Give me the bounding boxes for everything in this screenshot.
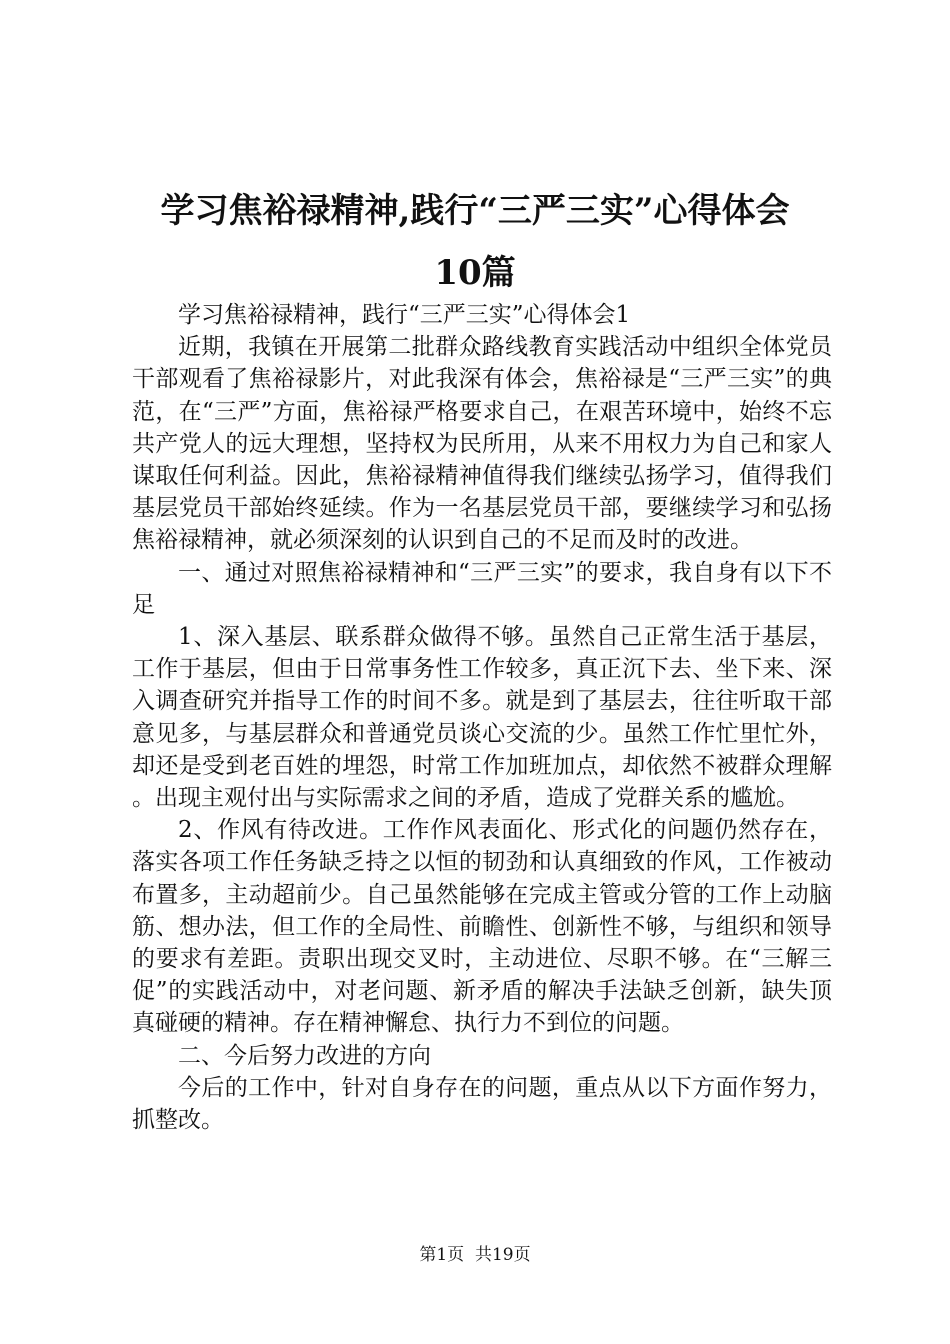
body-paragraph: 近期，我镇在开展第二批群众路线教育实践活动中组织全体党员干部观看了焦裕禄影片，对此我深有体会，焦裕禄是“三严三实”的典范，在“三严”方面，焦裕禄严格要求自己，在艰苦环境中，始终不忘共产党人的远大理想，坚持权为民所用，从来不用权力为自己和家人谋取任何利益。因此，焦裕禄精神值得我们继续弘扬学习，值得我们基层党员干部始终延续。作为一名基层党员干部，要继续学习和弘扬焦裕禄精神，就必须深刻的认识到自己的不足而及时的改进。 <box>132 334 832 554</box>
page-number: 第1页 共19页 <box>419 1245 531 1265</box>
body-paragraph: 2、作风有待改进。工作作风表面化、形式化的问题仍然存在，落实各项工作任务缺乏持之以恒的韧劲和认真细致的作风，工作被动布置多，主动超前少。自己虽然能够在完成主管或分管的工作上动脑筋、想办法，但工作的全局性、前瞻性、创新性不够，与组织和领导的要求有差距。责职出现交叉时，主动进位、尽职不够。在“三解三促”的实践活动中，对老问题、新矛盾的解决手法缺乏创新，缺失顶真碰硬的精神。存在精神懈怠、执行力不到位的问题。 <box>132 817 832 1037</box>
document-title-continued: 10篇 <box>434 253 516 293</box>
body-paragraph: 今后的工作中，针对自身存在的问题，重点从以下方面作努力，抓整改。 <box>132 1074 832 1134</box>
section-heading: 二、今后努力改进的方向 <box>178 1042 431 1069</box>
document-title: 学习焦裕禄精神,践行“三严三实”心得体会 <box>160 191 790 231</box>
section-heading: 学习焦裕禄精神，践行“三严三实”心得体会1 <box>178 302 631 328</box>
section-heading: 一、通过对照焦裕禄精神和“三严三实”的要求，我自身有以下不足 <box>132 559 832 618</box>
document-body <box>132 299 832 1136</box>
body-paragraph: 1、深入基层、联系群众做得不够。虽然自己正常生活于基层，工作于基层，但由于日常事务性工作较多，真正沉下去、坐下来、深入调查研究并指导工作的时间不多。就是到了基层去，往往听取干部意见多，与基层群众和普通党员谈心交流的少。虽然工作忙里忙外，却还是受到老百姓的埋怨，时常工作加班加点，却依然不被群众理解。出现主观付出与实际需求之间的矛盾，造成了党群关系的尴尬。 <box>132 624 832 812</box>
